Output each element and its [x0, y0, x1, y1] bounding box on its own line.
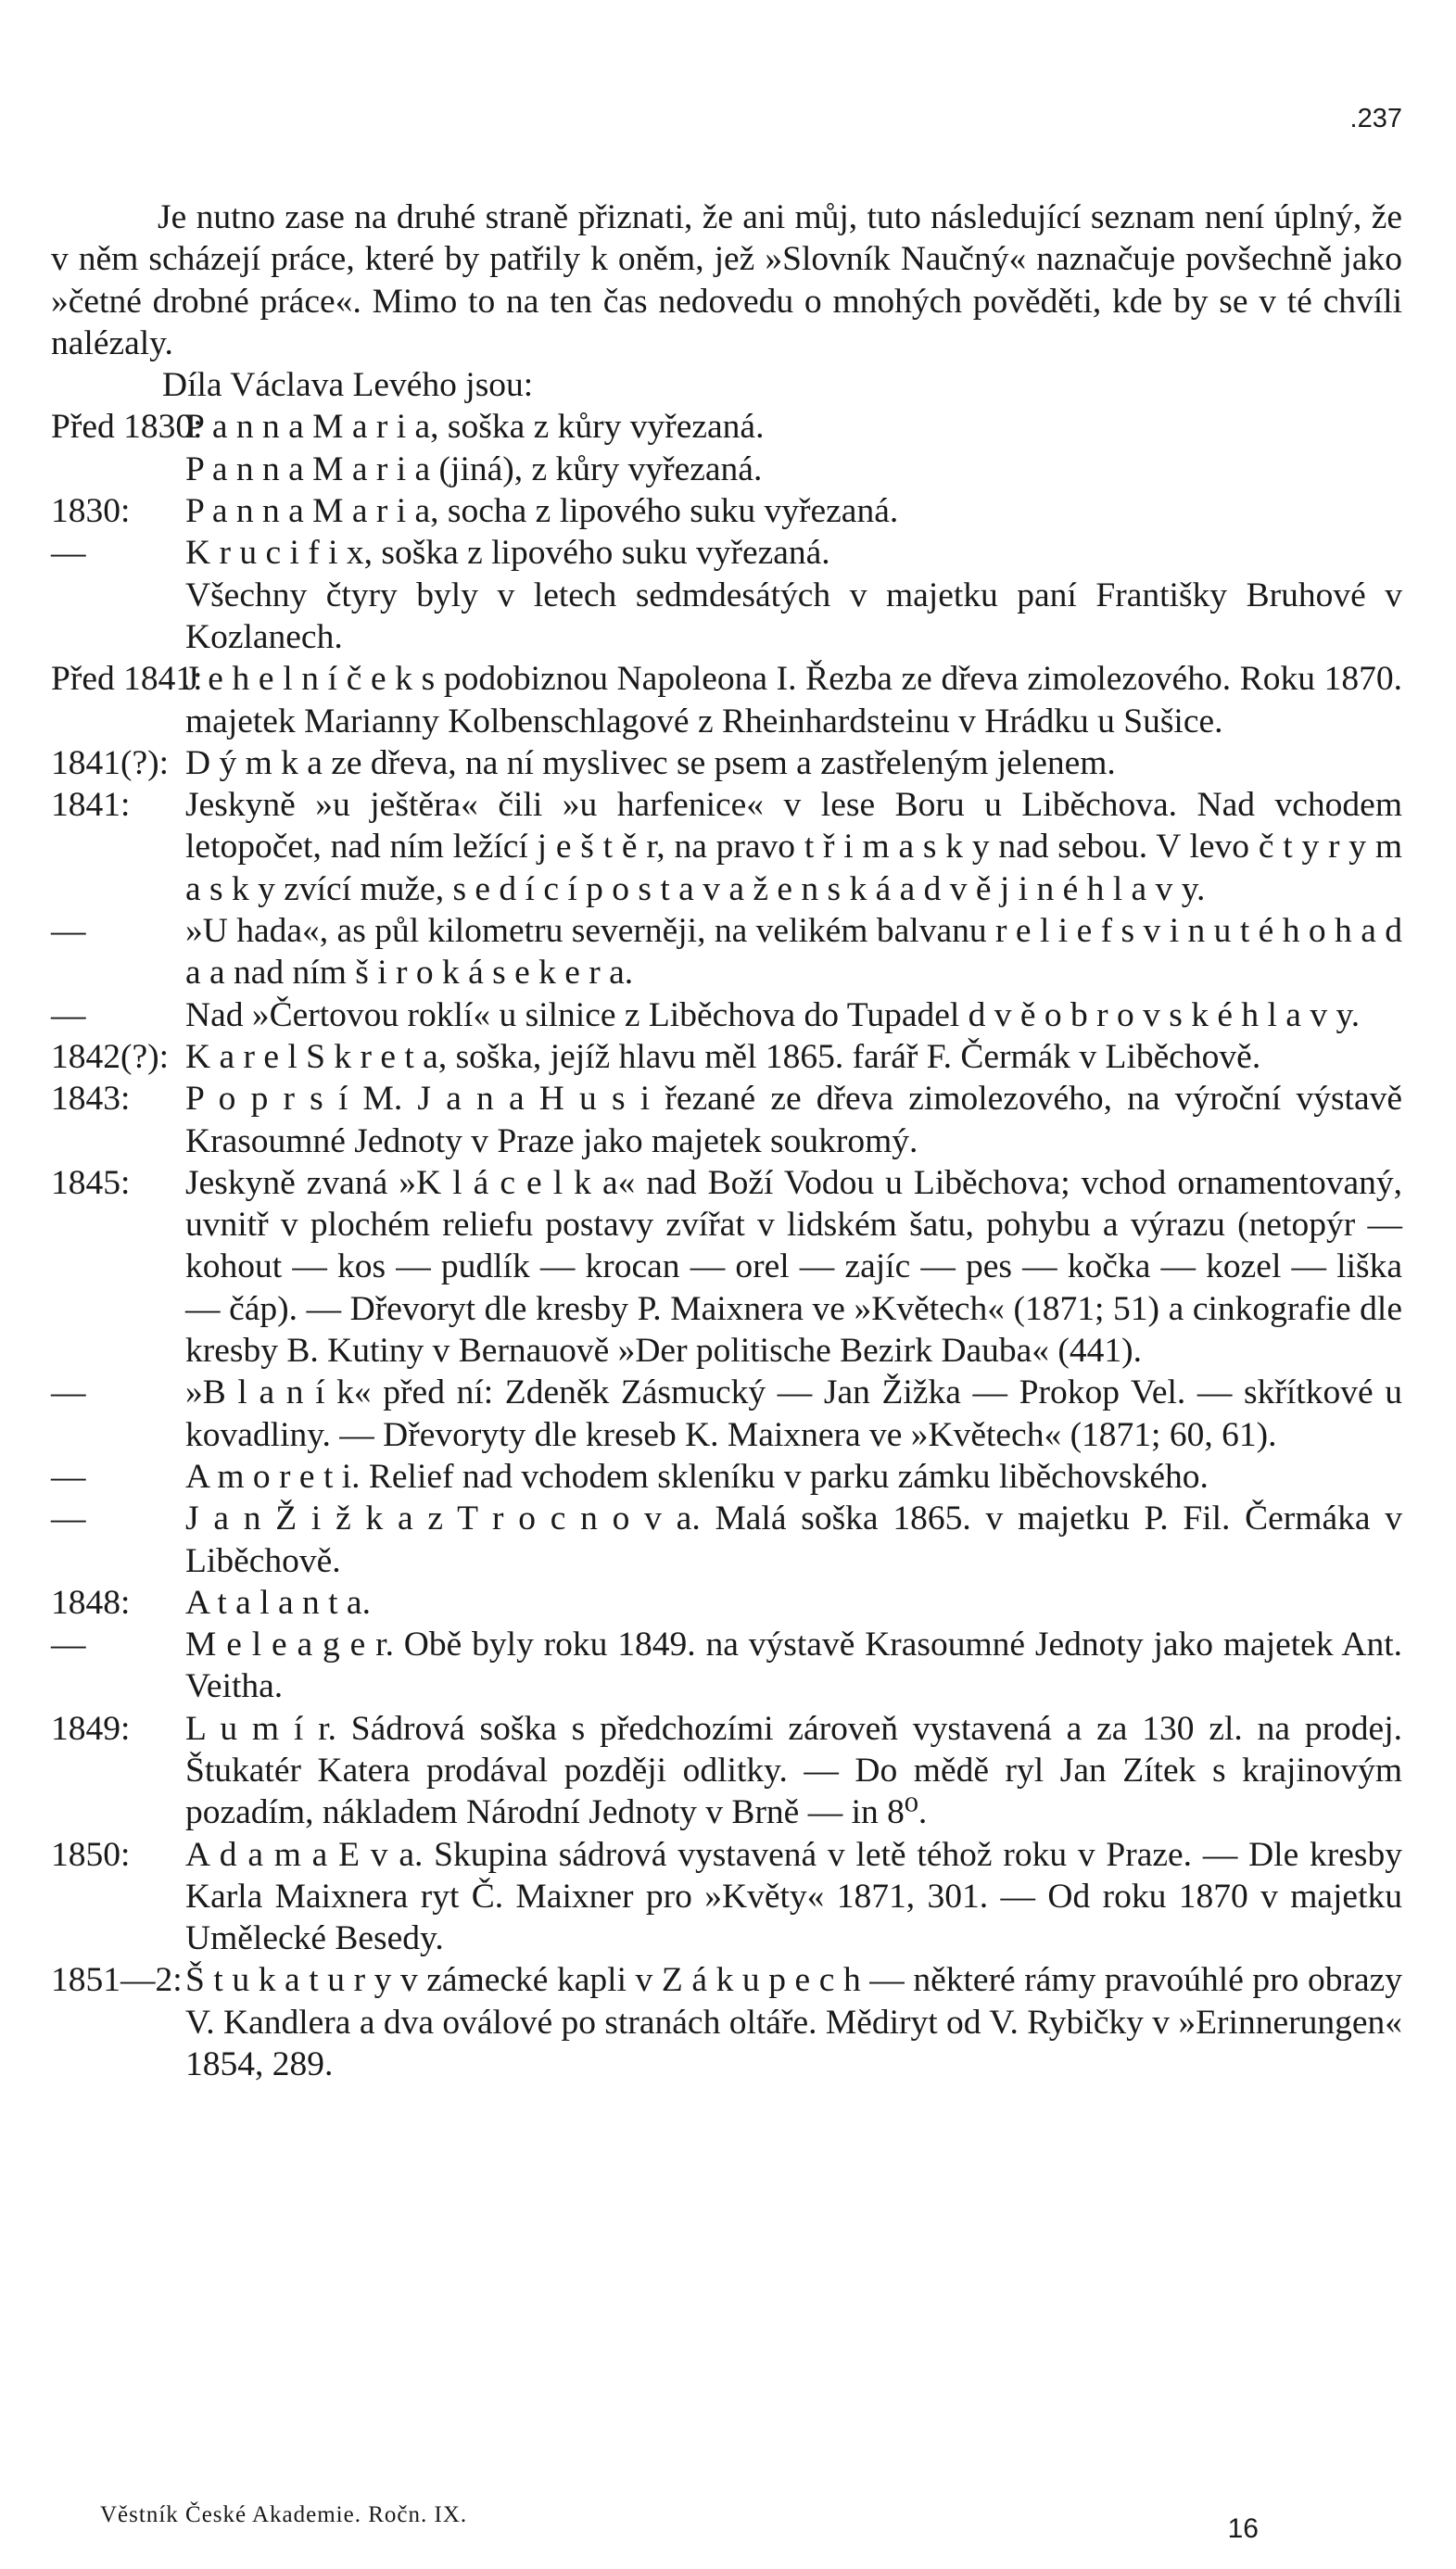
- work-entry: [51, 658, 1402, 742]
- entry-date: —: [51, 1500, 86, 1538]
- work-entry: [51, 1959, 1402, 2085]
- entry-text: K a r e l S k r e t a, soška, jejíž hlavu měl 1865. farář F. Čermák v Liběchově.: [185, 1037, 1261, 1076]
- work-entry: [51, 1624, 1402, 1708]
- entry-date: 1851—2:: [51, 1961, 183, 2000]
- entry-text: Nad »Čertovou roklí« u silnice z Liběchova do Tupadel d v ě o b r o v s k é h l a v y.: [185, 995, 1361, 1034]
- entry-text: P a n n a M a r i a, soška z kůry vyřezaná.: [185, 408, 765, 447]
- work-entry: [51, 532, 1402, 574]
- entry-date: 1850:: [51, 1835, 131, 1874]
- entry-text: K r u c i f i x, soška z lipového suku vyřezaná.: [185, 534, 830, 573]
- entry-date: 1848:: [51, 1583, 131, 1622]
- entry-date: Před 1830:: [51, 408, 203, 447]
- entry-text: Š t u k a t u r y v zámecké kapli v Z á k u p e c h — některé rámy pravoúhlé pro obrazy V. Kandlera a dva oválové po stranách oltáře. Mědiryt od V. Rybičky v »Erinnerungen« 1854, 289.: [185, 1961, 1402, 2084]
- entry-text: Jeskyně »u ještěra« čili »u harfenice« v lese Boru u Liběchova. Nad vchodem letopočet, nad ním ležící j e š t ě r, na pravo t ř i m a s k y nad sebou. V levo č t y r y m a s k y zvící muže, s e d í c í p o s t a v a ž e n s k á a d v ě j i n é h l a v y.: [185, 786, 1402, 908]
- entry-text: P a n n a M a r i a (jiná), z kůry vyřezaná.: [185, 449, 763, 488]
- entry-text: A t a l a n t a.: [185, 1583, 371, 1622]
- work-entry: [51, 1162, 1402, 1372]
- journal-signature: Věstník České Akademie. Ročn. IX.: [100, 2502, 468, 2527]
- entry-date: —: [51, 995, 86, 1034]
- entry-text: L u m í r. Sádrová soška s předchozími zároveň vystavená a za 130 zl. na prodej. Štukatér Katera prodával později odlitky. — Do mědě ryl Jan Zítek s krajinovým pozadím, nákladem Národní Jednoty v Brně — in 8⁰.: [185, 1709, 1402, 1832]
- intro-paragraph: [51, 196, 1402, 364]
- work-entry: [51, 1582, 1402, 1624]
- entry-text: D ý m k a ze dřeva, na ní myslivec se psem a zastřeleným jelenem.: [185, 743, 1116, 782]
- entry-date: —: [51, 1457, 86, 1496]
- work-entry: [51, 1078, 1402, 1162]
- page-number: .237: [1349, 104, 1402, 133]
- entry-date: [51, 575, 185, 659]
- work-entry: [51, 1036, 1402, 1078]
- work-entry: [51, 1708, 1402, 1834]
- work-entry: [51, 575, 1402, 659]
- entry-text: J a n Ž i ž k a z T r o c n o v a. Malá soška 1865. v majetku P. Fil. Čermáka v Liběchově.: [185, 1500, 1402, 1580]
- entry-date: 1841(?):: [51, 743, 170, 782]
- work-entry: [51, 910, 1402, 994]
- work-entry: [51, 994, 1402, 1036]
- entry-text: P a n n a M a r i a, socha z lipového suku vyřezaná.: [185, 492, 899, 531]
- entry-date: 1841:: [51, 786, 131, 825]
- entry-text: »U hada«, as půl kilometru severněji, na velikém balvanu r e l i e f s v i n u t é h o h a d a a nad ním š i r o k á s e k e r a.: [185, 912, 1402, 993]
- entry-text: J e h e l n í č e k s podobiznou Napoleona I. Řezba ze dřeva zimolezového. Roku 1870. majetek Marianny Kolbenschlagové z Rheinhardsteinu v Hrádku u Sušice.: [185, 660, 1402, 740]
- entry-text: Jeskyně zvaná »K l á c e l k a« nad Boží Vodou u Liběchova; vchod ornamentovaný, uvnitř v plochém reliefu postavy zvířat v lidském šatu, pohybu a výrazu (netopýr — kohout — kos — pudlík — krocan — orel — zajíc — pes — kočka — kozel — liška — čáp). — Dřevoryt dle kresby P. Maixnera ve »Květech« (1871; 51) a cinkografie dle kresby B. Kutiny v Bernauově »Der politische Bezirk Dauba« (441).: [185, 1163, 1402, 1371]
- entry-text: A d a m a E v a. Skupina sádrová vystavená v letě téhož roku v Praze. — Dle kresby Karla Maixnera ryt Č. Maixner pro »Květy« 1871, 301. — Od roku 1870 v majetku Umělecké Besedy.: [185, 1835, 1402, 1958]
- work-entry: [51, 1456, 1402, 1498]
- work-entry: [51, 784, 1402, 910]
- works-list: [51, 406, 1402, 2085]
- entry-text: P o p r s í M. J a n a H u s i řezané ze dřeva zimolezového, na výroční výstavě Krasoumné Jednoty v Praze jako majetek soukromý.: [185, 1080, 1402, 1160]
- work-entry: [51, 406, 1402, 448]
- list-heading: Díla Václava Levého jsou:: [162, 366, 534, 405]
- work-entry: [51, 1834, 1402, 1960]
- entry-date: 1830:: [51, 492, 131, 531]
- work-entry: [51, 490, 1402, 532]
- entry-text: Všechny čtyry byly v letech sedmdesátých v majetku paní Františky Bruhové v Kozlanech.: [185, 576, 1402, 656]
- entry-date: Před 1841:: [51, 660, 203, 699]
- entry-text: A m o r e t i. Relief nad vchodem skleníku v parku zámku liběchovského.: [185, 1457, 1209, 1496]
- entry-date: —: [51, 534, 86, 573]
- main-text: [51, 196, 1402, 2085]
- sheet-number: 16: [1227, 2513, 1259, 2544]
- entry-date: 1849:: [51, 1709, 131, 1748]
- entry-date: —: [51, 1373, 86, 1412]
- entry-date: [51, 449, 185, 490]
- page-footer: [100, 2502, 1259, 2544]
- entry-date: 1845:: [51, 1163, 131, 1202]
- entry-date: 1842(?):: [51, 1037, 170, 1076]
- entry-date: —: [51, 912, 86, 951]
- work-entry: [51, 449, 1402, 490]
- entry-date: —: [51, 1626, 86, 1664]
- work-entry: [51, 742, 1402, 784]
- entry-text: M e l e a g e r. Obě byly roku 1849. na výstavě Krasoumné Jednoty jako majetek Ant. Veitha.: [185, 1626, 1402, 1706]
- work-entry: [51, 1498, 1402, 1582]
- intro-text: Je nutno zase na druhé straně přiznati, že ani můj, tuto následující seznam není úplný, že v něm scházejí práce, které by patřily k oněm, jež »Slovník Naučný« naznačuje povšechně jako »četné drobné práce«. Mimo to na ten čas nedovedu o mnohých pověděti, kde by se v té chvíli nalézaly.: [51, 198, 1402, 362]
- work-entry: [51, 1372, 1402, 1456]
- entry-text: »B l a n í k« před ní: Zdeněk Zásmucký — Jan Žižka — Prokop Vel. — skřítkové u kovadliny. — Dřevoryty dle kreseb K. Maixnera ve »Květech« (1871; 60, 61).: [185, 1373, 1402, 1454]
- entry-date: 1843:: [51, 1080, 131, 1119]
